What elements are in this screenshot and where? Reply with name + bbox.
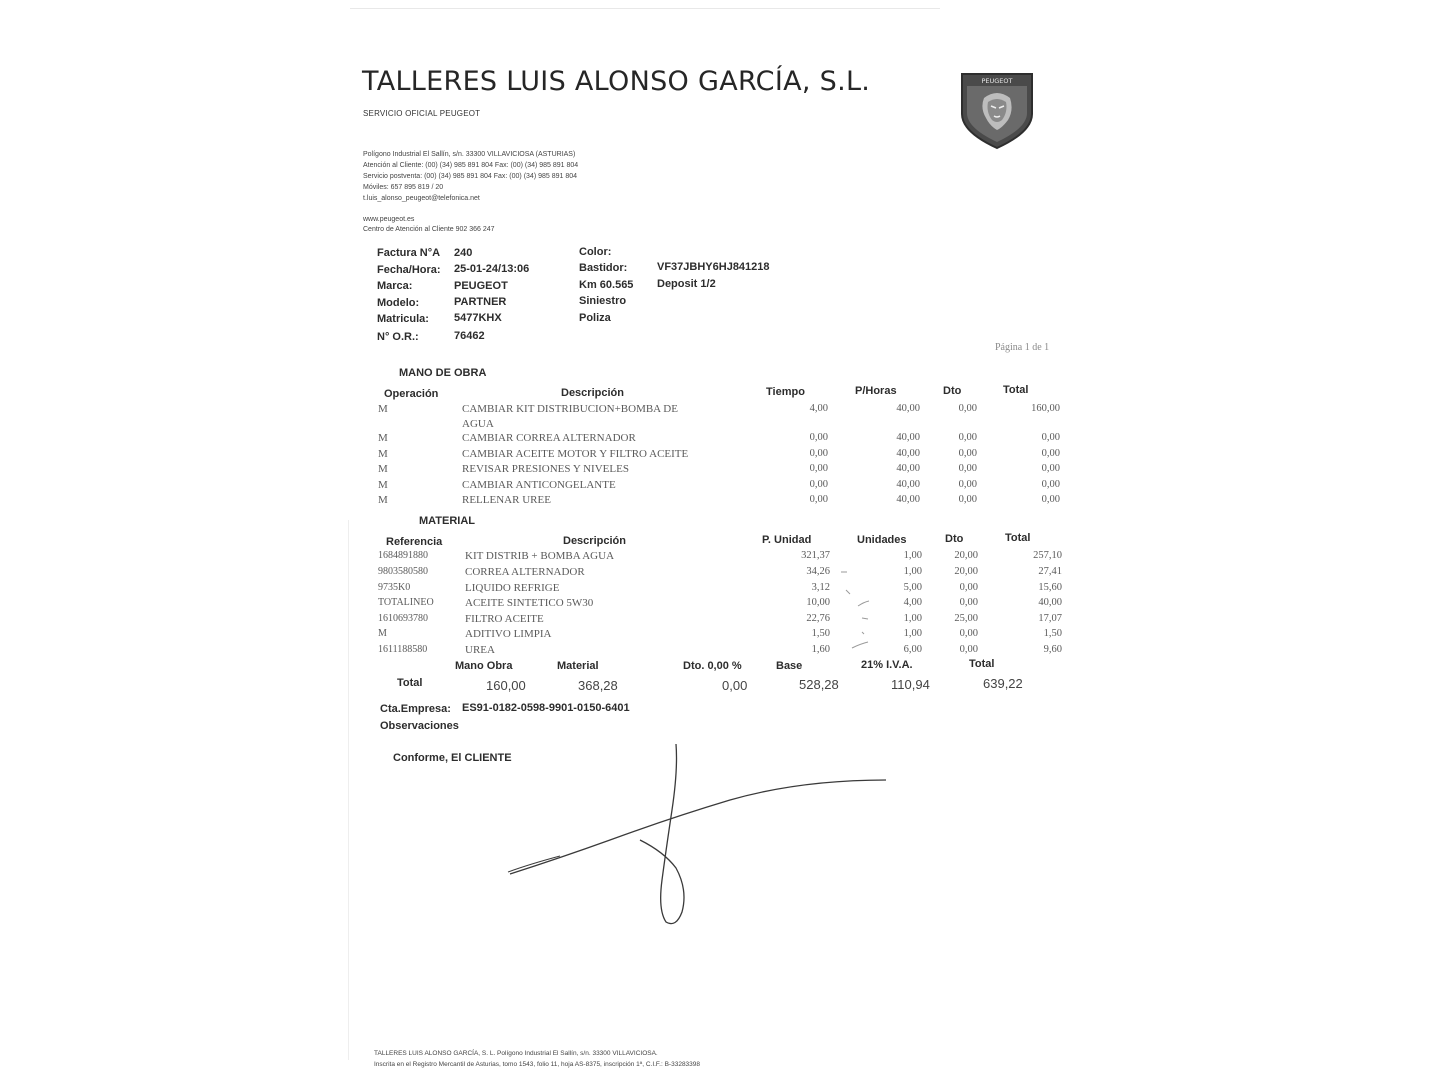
cta-label: Cta.Empresa: [380,703,451,715]
material-reference: 9735K0 [378,582,411,593]
address-line: Móviles: 657 895 819 / 20 [363,184,444,191]
labor-col-phoras: P/Horas [855,385,897,397]
labor-phoras: 40,00 [896,403,920,414]
web-line: Centro de Atención al Cliente 902 366 247 [363,226,495,233]
labor-total: 0,00 [1041,432,1060,443]
material-dto: 0,00 [959,582,978,593]
km-label: Km 60.565 [579,279,634,291]
material-col-punidad: P. Unidad [762,534,812,546]
labor-total: 0,00 [1041,448,1060,459]
footer-line: Inscrita en el Registro Mercantil de Asturias, tomo 1543, folio 11, hoja AS-8375, inscripción 1ª, C.I.F.: B-33283398 [374,1061,701,1068]
material-unidades: 4,00 [903,597,922,608]
total-final-value: 639,22 [983,676,1023,691]
material-description: CORREA ALTERNADOR [465,566,585,578]
material-description: ADITIVO LIMPIA [465,628,552,640]
dto-total-label: Dto. 0,00 % [683,660,742,672]
scan-edge [348,520,349,1060]
base-value: 528,28 [799,677,839,692]
material-description: UREA [465,644,495,656]
deposit-label: Deposit 1/2 [657,278,716,290]
bastidor-label: Bastidor: [579,262,628,274]
iva-label: 21% I.V.A. [861,659,913,671]
material-description: KIT DISTRIB + BOMBA AGUA [465,550,615,562]
labor-total: 0,00 [1041,463,1060,474]
material-punidad: 34,26 [806,566,830,577]
poliza-label: Poliza [579,312,611,324]
company-name: TALLERES LUIS ALONSO GARCÍA, S.L. [362,66,871,97]
material-col-unidades: Unidades [857,534,907,546]
or-label: N° O.R.: [377,331,419,343]
labor-description: CAMBIAR ANTICONGELANTE [462,479,616,491]
siniestro-label: Siniestro [579,295,627,307]
address-line: Polígono Industrial El Sallín, s/n. 33300 VILLAVICIOSA (ASTURIAS) [363,151,576,158]
labor-dto: 0,00 [958,479,977,490]
material-description: FILTRO ACEITE [465,613,544,625]
material-punidad: 1,60 [811,644,830,655]
dto-total-value: 0,00 [722,678,748,693]
material-total: 1,50 [1043,628,1062,639]
observaciones-label: Observaciones [380,720,459,732]
labor-tiempo: 0,00 [809,463,828,474]
labor-operation: M [378,479,388,491]
material-total: 257,10 [1033,550,1062,561]
labor-total: 160,00 [1031,403,1060,414]
matricula-value: 5477KHX [454,312,502,324]
conforme-label: Conforme, El CLIENTE [393,752,512,764]
material-reference: 1610693780 [378,613,428,624]
material-unidades: 1,00 [903,550,922,561]
material-col-dto: Dto [945,533,964,545]
material-total: 17,07 [1038,613,1062,624]
labor-operation: M [378,494,388,506]
svg-text:PEUGEOT: PEUGEOT [981,77,1013,85]
labor-tiempo: 0,00 [809,432,828,443]
material-col-descripcion: Descripción [563,535,626,547]
base-label: Base [776,660,803,672]
material-total-value: 368,28 [578,678,618,693]
material-dto: 0,00 [959,628,978,639]
labor-operation: M [378,432,388,444]
labor-description: CAMBIAR CORREA ALTERNADOR [462,432,636,444]
material-dto: 0,00 [959,597,978,608]
material-total: 9,60 [1043,644,1062,655]
material-total: 40,00 [1038,597,1062,608]
material-total: 15,60 [1038,582,1062,593]
material-dto: 25,00 [954,613,978,624]
fecha-label: Fecha/Hora: [377,264,441,276]
iva-value: 110,94 [891,677,930,692]
color-label: Color: [579,246,612,258]
material-unidades: 5,00 [903,582,922,593]
labor-dto: 0,00 [958,448,977,459]
material-punidad: 321,37 [801,550,830,561]
total-row-label: Total [397,677,423,689]
material-reference: 1611188580 [378,644,428,655]
labor-operation: M [378,463,388,475]
labor-col-dto: Dto [943,385,962,397]
labor-dto: 0,00 [958,494,977,505]
material-punidad: 22,76 [806,613,830,624]
material-reference: M [378,628,387,639]
labor-phoras: 40,00 [896,494,920,505]
labor-operation: M [378,448,388,460]
material-unidades: 1,00 [903,628,922,639]
labor-operation: M [378,403,388,415]
material-section-title: MATERIAL [419,515,476,527]
material-unidades: 6,00 [903,644,922,655]
labor-phoras: 40,00 [896,463,920,474]
factura-value: 240 [454,247,473,259]
labor-col-operacion: Operación [384,388,439,400]
material-col-referencia: Referencia [386,536,443,548]
labor-description: REVISAR PRESIONES Y NIVELES [462,463,629,475]
material-description: LIQUIDO REFRIGE [465,582,560,594]
labor-section-title: MANO DE OBRA [399,367,487,379]
material-col-total: Total [1005,532,1031,544]
company-subtitle: SERVICIO OFICIAL PEUGEOT [363,109,481,118]
labor-total: 0,00 [1041,494,1060,505]
mano-obra-value: 160,00 [486,678,526,693]
total-final-label: Total [969,658,995,670]
material-unidades: 1,00 [903,613,922,624]
labor-phoras: 40,00 [896,448,920,459]
labor-phoras: 40,00 [896,432,920,443]
material-dto: 0,00 [959,644,978,655]
modelo-label: Modelo: [377,297,420,309]
matricula-label: Matricula: [377,313,429,325]
material-dto: 20,00 [954,566,978,577]
labor-description: RELLENAR UREE [462,494,551,506]
customer-signature [500,740,900,930]
scan-edge [350,8,940,9]
marca-label: Marca: [377,280,413,292]
web-line: www.peugeot.es [363,216,415,223]
page-indicator: Página 1 de 1 [995,342,1050,353]
address-line: Atención al Cliente: (00) (34) 985 891 804 Fax: (00) (34) 985 891 804 [363,162,579,169]
modelo-value: PARTNER [454,296,507,308]
address-line: Servicio postventa: (00) (34) 985 891 804 Fax: (00) (34) 985 891 804 [363,173,578,180]
labor-tiempo: 0,00 [809,448,828,459]
pen-check-marks [838,564,878,656]
factura-label: Factura N°A [377,247,441,259]
labor-tiempo: 0,00 [809,494,828,505]
peugeot-logo [958,70,1036,155]
material-punidad: 3,12 [811,582,830,593]
labor-tiempo: 0,00 [809,479,828,490]
labor-dto: 0,00 [958,463,977,474]
marca-value: PEUGEOT [454,280,508,292]
labor-dto: 0,00 [958,432,977,443]
labor-col-descripcion: Descripción [561,387,624,399]
cta-value: ES91-0182-0598-9901-0150-6401 [462,702,630,714]
bastidor-value: VF37JBHY6HJ841218 [657,261,770,273]
labor-col-total: Total [1003,384,1029,396]
labor-description: CAMBIAR KIT DISTRIBUCION+BOMBA DE [462,403,678,415]
material-reference: 1684891880 [378,550,428,561]
labor-dto: 0,00 [958,403,977,414]
material-total-label: Material [557,660,599,672]
mano-obra-label: Mano Obra [455,660,513,672]
material-dto: 20,00 [954,550,978,561]
labor-tiempo: 4,00 [809,403,828,414]
fecha-value: 25-01-24/13:06 [454,263,530,275]
labor-description-cont: AGUA [462,418,494,430]
footer-line: TALLERES LUIS ALONSO GARCÍA, S. L. Polígono Industrial El Sallín, s/n. 33300 VILLAVICIOSA. [374,1050,658,1057]
material-description: ACEITE SINTETICO 5W30 [465,597,594,609]
material-unidades: 1,00 [903,566,922,577]
labor-description: CAMBIAR ACEITE MOTOR Y FILTRO ACEITE [462,448,689,460]
material-reference: TOTALINEO [378,597,434,608]
or-value: 76462 [454,330,485,342]
material-punidad: 1,50 [811,628,830,639]
address-line: t.luis_alonso_peugeot@telefonica.net [363,195,480,202]
material-reference: 9803580580 [378,566,428,577]
labor-col-tiempo: Tiempo [766,386,805,398]
labor-phoras: 40,00 [896,479,920,490]
labor-total: 0,00 [1041,479,1060,490]
material-punidad: 10,00 [806,597,830,608]
material-total: 27,41 [1038,566,1062,577]
